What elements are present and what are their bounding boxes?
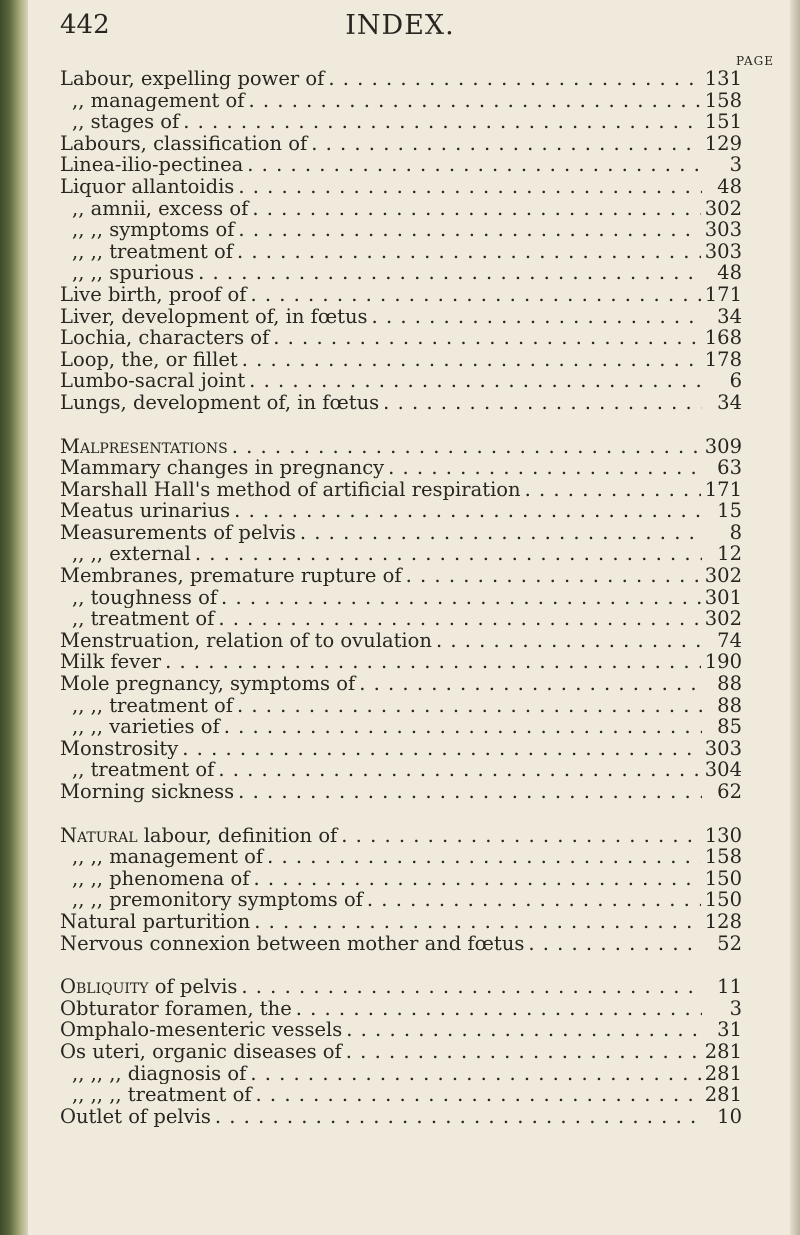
index-entry: [60, 759, 742, 781]
page-edge-shadow: [790, 0, 800, 1235]
index-entry-page: 62: [717, 781, 742, 803]
leader-dots: [238, 219, 700, 241]
index-entry-label: Loop, the, or fillet: [60, 348, 238, 371]
index-entry-label: ,, treatment of: [72, 608, 215, 630]
index-entry-page: 12: [717, 543, 742, 566]
index-entry-label: Natural labour, definition of: [60, 824, 338, 847]
index-entry-label: Membranes, premature rupture of: [60, 565, 402, 587]
leader-dots: [238, 176, 702, 198]
index-entry-label: Lumbo-sacral joint: [60, 370, 246, 392]
index-entry-page: 158: [704, 846, 742, 868]
leader-dots: [256, 1084, 701, 1106]
index-entry-label: ,, ,, premonitory symptoms of: [72, 889, 363, 911]
leader-dots: [328, 68, 700, 90]
index-entry-label: ,, ,, phenomena of: [72, 867, 250, 890]
leader-dots: [237, 241, 701, 263]
index-entry: [60, 90, 742, 112]
index-entry: [60, 716, 742, 738]
index-entry: [60, 976, 742, 998]
index-entry-label: ,, ,, varieties of: [72, 716, 220, 738]
index-entry-label: Nervous connexion between mother and fœtus: [60, 932, 525, 955]
index-entry-label: ,, toughness of: [72, 586, 218, 609]
index-entry: [60, 219, 742, 241]
leader-dots: [195, 543, 702, 565]
leader-dots: [436, 630, 702, 652]
index-entry-page: 3: [729, 154, 742, 176]
leader-dots: [224, 716, 702, 738]
index-entry-label: Os uteri, organic diseases of: [60, 1040, 342, 1063]
index-entry: [60, 392, 742, 414]
index-entry: [60, 479, 742, 501]
index-entry-label: ,, ,, ,, diagnosis of: [72, 1062, 247, 1085]
index-entry: [60, 933, 742, 955]
index-entry-page: 6: [729, 370, 742, 392]
leader-dots: [218, 759, 700, 781]
index-entry-page: 52: [717, 932, 742, 955]
index-entry-page: 304: [704, 759, 742, 781]
index-entry-page: 88: [717, 673, 742, 695]
leader-dots: [249, 90, 701, 112]
index-group: [60, 976, 742, 1127]
leader-dots: [249, 370, 702, 392]
index-entry: [60, 1019, 742, 1041]
index-entry-label: ,, management of: [72, 89, 245, 112]
index-entry: [60, 673, 742, 695]
leader-dots: [221, 587, 701, 609]
leader-dots: [273, 327, 701, 349]
index-entry: [60, 738, 742, 760]
index-entry-label: Obturator foramen, the: [60, 997, 292, 1020]
index-entry: [60, 1084, 742, 1106]
index-entry-label: Linea-ilio-pectinea: [60, 154, 244, 176]
leader-dots: [300, 522, 702, 544]
index-entry: [60, 349, 742, 371]
index-entry-page: 74: [717, 629, 742, 652]
leader-dots: [253, 868, 700, 890]
index-entry: [60, 176, 742, 198]
index-entry: [60, 587, 742, 609]
index-entry-label: ,, ,, treatment of: [72, 240, 233, 263]
index-entry-page: 48: [717, 262, 742, 284]
index-entry-page: 131: [704, 68, 742, 90]
index-entry: [60, 327, 742, 349]
index-entry: [60, 111, 742, 133]
index-entry-label: Liquor allantoidis: [60, 175, 235, 198]
index-entry: [60, 241, 742, 263]
index-entry: [60, 154, 742, 176]
leader-dots: [242, 349, 701, 371]
leader-dots: [182, 738, 700, 760]
index-entry: [60, 651, 742, 673]
leader-dots: [388, 457, 702, 479]
index-entry-label: Malpresentations: [60, 435, 228, 458]
index-entry-page: 31: [717, 1019, 742, 1041]
index-entry-page: 48: [717, 175, 742, 198]
index-entry-page: 63: [717, 457, 742, 479]
leader-dots: [528, 933, 702, 955]
index-entry-page: 150: [704, 889, 742, 911]
index-entry-page: 158: [704, 89, 742, 112]
index-entry-page: 11: [717, 976, 742, 998]
leader-dots: [232, 436, 701, 458]
index-entry-page: 150: [704, 867, 742, 890]
leader-dots: [254, 911, 701, 933]
index-entry-page: 303: [704, 240, 742, 263]
index-entry-label: Labour, expelling power of: [60, 68, 325, 90]
leader-dots: [383, 392, 702, 414]
index-entry-label: Natural parturition: [60, 910, 251, 933]
index-entry-page: 128: [704, 910, 742, 933]
index-entry-page: 3: [729, 997, 742, 1020]
index-entry-page: 88: [717, 694, 742, 717]
index-entry: [60, 846, 742, 868]
index-entry: [60, 608, 742, 630]
index-entry-page: 178: [704, 348, 742, 371]
index-entry-label: Milk fever: [60, 651, 162, 674]
index-entry: [60, 522, 742, 544]
index-entry-label: ,, ,, external: [72, 543, 191, 566]
leader-dots: [359, 673, 702, 695]
index-group: [60, 436, 742, 803]
index-entry: [60, 781, 742, 803]
index-entry-page: 34: [717, 305, 742, 328]
index-entry-label: Meatus urinarius: [60, 500, 231, 522]
index-entry-label: Labours, classification of: [60, 132, 308, 155]
index-entry: [60, 889, 742, 911]
index-entry-page: 171: [704, 478, 742, 501]
index-entry-page: 168: [704, 327, 742, 349]
leader-dots: [215, 1106, 702, 1128]
index-entry-page: 302: [704, 565, 742, 587]
index-entry: [60, 306, 742, 328]
index-entry: [60, 543, 742, 565]
index-entry-page: 281: [704, 1062, 742, 1085]
index-entry-label: Mammary changes in pregnancy: [60, 457, 385, 479]
index-entry-label: Lochia, characters of: [60, 327, 270, 349]
index-entry: [60, 825, 742, 847]
page-title: INDEX.: [345, 10, 455, 41]
leader-dots: [372, 306, 702, 328]
index-entry: [60, 911, 742, 933]
index-entry: [60, 457, 742, 479]
leader-dots: [252, 198, 700, 220]
index-entry: [60, 133, 742, 155]
leader-dots: [250, 1063, 700, 1085]
leader-dots: [406, 565, 701, 587]
leader-dots: [525, 479, 701, 501]
page-column-label: PAGE: [736, 54, 774, 68]
index-entry: [60, 500, 742, 522]
index-entry-label: Menstruation, relation of to ovulation: [60, 629, 432, 652]
leader-dots: [267, 846, 701, 868]
index-entry: [60, 370, 742, 392]
leader-dots: [241, 976, 702, 998]
leader-dots: [346, 1019, 702, 1041]
index-entry-page: 309: [704, 435, 742, 458]
index-entry: [60, 68, 742, 90]
index-entry-page: 34: [717, 391, 742, 414]
leader-dots: [238, 781, 702, 803]
leader-dots: [165, 651, 701, 673]
index-entry: [60, 998, 742, 1020]
index-entry-label: ,, ,, management of: [72, 846, 264, 868]
index-entry-page: 151: [704, 111, 742, 133]
index-entries: [60, 68, 742, 1149]
index-entry: [60, 565, 742, 587]
index-entry-label: ,, ,, spurious: [72, 262, 195, 284]
index-entry: [60, 1041, 742, 1063]
index-entry-label: ,, ,, symptoms of: [72, 219, 235, 241]
index-entry-page: 303: [704, 219, 742, 241]
leader-dots: [183, 111, 701, 133]
index-entry: [60, 198, 742, 220]
index-entry-label: ,, ,, treatment of: [72, 694, 233, 717]
index-entry-label: Mole pregnancy, symptoms of: [60, 673, 356, 695]
index-entry-label: Liver, development of, in fœtus: [60, 305, 368, 328]
index-group: [60, 825, 742, 955]
index-entry-label: Marshall Hall's method of artificial respiration: [60, 478, 521, 501]
index-entry-label: ,, ,, ,, treatment of: [72, 1084, 252, 1106]
leader-dots: [198, 262, 702, 284]
index-entry-page: 130: [704, 824, 742, 847]
index-entry-page: 85: [717, 716, 742, 738]
index-entry-page: 8: [729, 521, 742, 544]
index-entry: [60, 436, 742, 458]
index-entry: [60, 695, 742, 717]
index-entry-label: Monstrosity: [60, 737, 179, 760]
index-entry-page: 281: [704, 1084, 742, 1106]
index-entry-page: 303: [704, 737, 742, 760]
index-entry-label: Morning sickness: [60, 781, 235, 803]
index-entry-label: Outlet of pelvis: [60, 1105, 211, 1128]
leader-dots: [237, 695, 702, 717]
index-entry-page: 129: [704, 132, 742, 155]
book-binding-edge: [0, 0, 28, 1235]
index-entry-page: 171: [704, 283, 742, 306]
index-entry-label: ,, amnii, excess of: [72, 197, 249, 220]
index-entry-label: Live birth, proof of: [60, 283, 247, 306]
leader-dots: [247, 154, 702, 176]
index-entry-page: 10: [717, 1105, 742, 1128]
index-entry-label: Measurements of pelvis: [60, 521, 296, 544]
leader-dots: [341, 825, 700, 847]
index-entry-page: 301: [704, 586, 742, 609]
index-entry-label: ,, stages of: [72, 111, 180, 133]
index-entry-label: Obliquity of pelvis: [60, 976, 238, 998]
page-header: [60, 10, 740, 50]
leader-dots: [234, 500, 702, 522]
index-entry-page: 302: [704, 608, 742, 630]
index-entry: [60, 1063, 742, 1085]
index-entry: [60, 868, 742, 890]
index-entry-page: 190: [704, 651, 742, 674]
index-entry-page: 15: [717, 500, 742, 522]
page-number: 442: [60, 10, 110, 40]
index-entry: [60, 262, 742, 284]
index-entry: [60, 1106, 742, 1128]
index-entry-label: Lungs, development of, in fœtus: [60, 391, 380, 414]
index-entry: [60, 284, 742, 306]
index-entry-label: Omphalo-mesenteric vessels: [60, 1019, 343, 1041]
leader-dots: [367, 889, 701, 911]
leader-dots: [250, 284, 700, 306]
leader-dots: [296, 998, 702, 1020]
index-entry-label: ,, treatment of: [72, 759, 215, 781]
index-group: [60, 68, 742, 414]
leader-dots: [311, 133, 701, 155]
leader-dots: [218, 608, 700, 630]
index-entry-page: 281: [704, 1040, 742, 1063]
leader-dots: [346, 1041, 701, 1063]
index-entry: [60, 630, 742, 652]
index-entry-page: 302: [704, 197, 742, 220]
